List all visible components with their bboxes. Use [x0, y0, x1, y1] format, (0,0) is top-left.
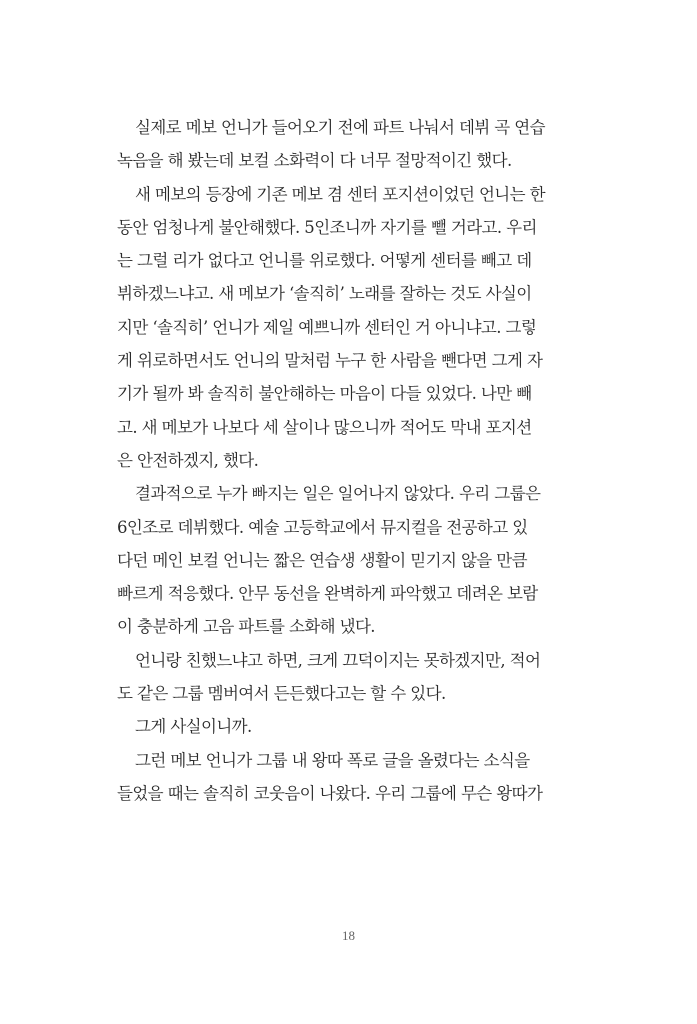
text-line: 는 그럴 리가 없다고 언니를 위로했다. 어떻게 센터를 빼고 데 [117, 251, 532, 271]
text-line: 동안 엄청나게 불안해했다. 5인조니까 자기를 뺄 거라고. 우리 [117, 217, 537, 237]
text-line: 실제로 메보 언니가 들어오기 전에 파트 나눠서 데뷔 곡 연습 [135, 118, 545, 137]
text-line: 지만 ‘솔직히’ 언니가 제일 예쁘니까 센터인 거 아니냐고. 그렇 [117, 317, 537, 337]
text-line: 언니랑 친했느냐고 하면, 크게 끄덕이지는 못하겠지만, 적어 [135, 650, 541, 670]
text-line: 뷔하겠느냐고. 새 메보가 ‘솔직히’ 노래를 잘하는 것도 사실이 [117, 284, 532, 304]
text-line: 결과적으로 누가 빠지는 일은 일어나지 않았다. 우리 그룹은 [135, 484, 541, 504]
text-line: 새 메보의 등장에 기존 메보 겸 센터 포지션이었던 언니는 한 [135, 184, 545, 204]
text-line: 도 같은 그룹 멤버여서 든든했다고는 할 수 있다. [117, 684, 446, 704]
text-line: 녹음을 해 봤는데 보컬 소화력이 다 너무 절망적이긴 했다. [117, 151, 512, 171]
text-line: 은 안전하겠지, 했다. [117, 450, 259, 470]
text-line: 6인조로 데뷔했다. 예술 고등학교에서 뮤지컬을 전공하고 있 [117, 517, 528, 537]
text-line: 빠르게 적응했다. 안무 동선을 완벽하게 파악했고 데려온 보람 [117, 584, 538, 604]
text-line: 들었을 때는 솔직히 코웃음이 나왔다. 우리 그룹에 무슨 왕따가 [117, 783, 543, 803]
body-text [117, 111, 557, 810]
text-line: 게 위로하면서도 언니의 말처럼 누구 한 사람을 뺀다면 그게 자 [117, 351, 543, 371]
text-line: 이 충분하게 고음 파트를 소화해 냈다. [117, 617, 375, 637]
page-number: 18 [342, 928, 355, 943]
text-line: 그런 메보 언니가 그룹 내 왕따 폭로 글을 올렸다는 소식을 [135, 750, 530, 770]
text-line: 다던 메인 보컬 언니는 짧은 연습생 생활이 믿기지 않을 만큼 [117, 550, 527, 570]
text-line: 고. 새 메보가 나보다 세 살이나 많으니까 적어도 막내 포지션 [117, 417, 532, 437]
text-line: 기가 될까 봐 솔직히 불안해하는 마음이 다들 있었다. 나만 빼 [117, 384, 532, 404]
text-line: 그게 사실이니까. [135, 717, 252, 737]
